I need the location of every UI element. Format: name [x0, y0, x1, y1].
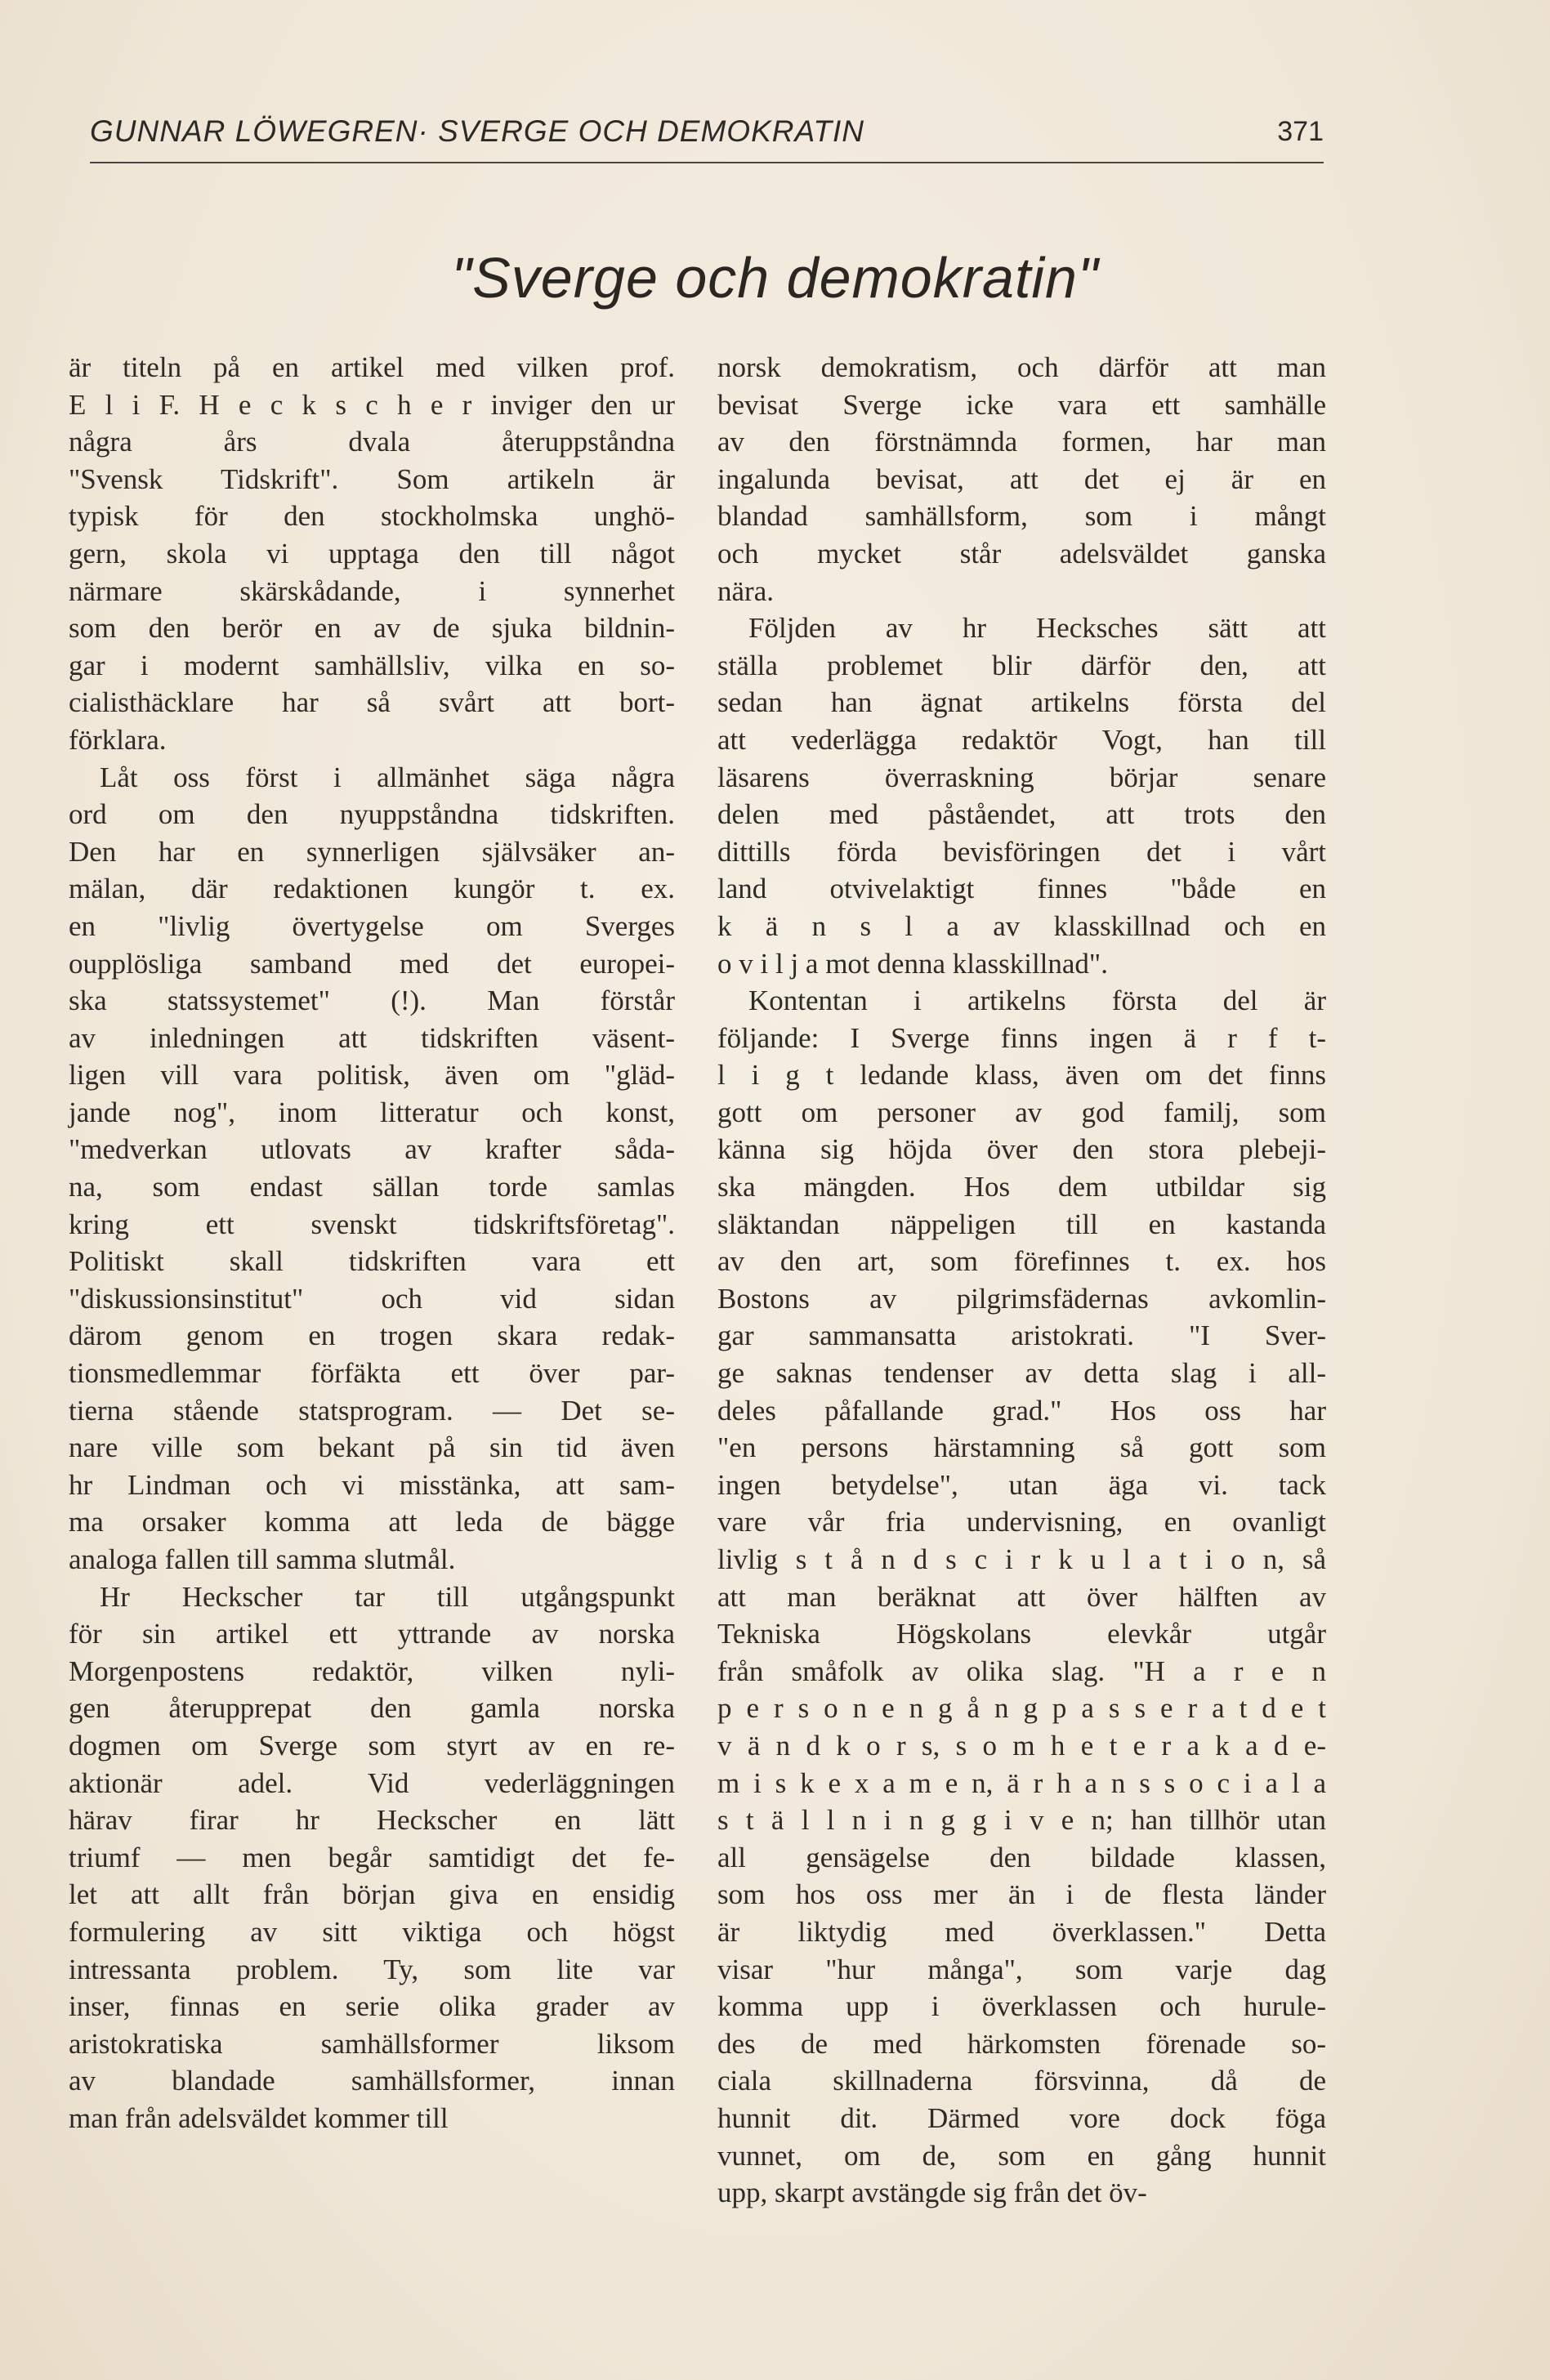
- text-line: känna sig höjda över den stora plebeji-: [717, 1133, 1326, 1166]
- text-line: formulering av sitt viktiga och högst: [69, 1915, 675, 1948]
- left-column: [69, 349, 675, 2137]
- text-line: följande: I Sverge finns ingen ä r f t-: [717, 1021, 1326, 1054]
- text-line: oupplösliga samband med det europei-: [69, 947, 675, 980]
- text-line: des de med härkomsten förenade so-: [717, 2027, 1326, 2060]
- text-line: härav firar hr Heckscher en lätt: [69, 1804, 675, 1837]
- text-line: Politiskt skall tidskriften vara ett: [69, 1245, 675, 1278]
- text-line: är titeln på en artikel med vilken prof.: [69, 351, 675, 383]
- text-line: upp, skarpt avstängde sig från det öv-: [717, 2177, 1147, 2209]
- text-line: ställa problemet blir därför den, att: [717, 649, 1326, 681]
- text-line: analoga fallen till samma slutmål.: [69, 1543, 456, 1575]
- right-column: [717, 349, 1326, 2212]
- text-line: hunnit dit. Därmed vore dock föga: [717, 2101, 1326, 2134]
- text-line: v ä n d k o r s, s o m h e t e r a k a d e-: [717, 1729, 1326, 1762]
- text-line: som hos oss mer än i de flesta länder: [717, 1878, 1326, 1911]
- text-line: är liktydig med överklassen." Detta: [717, 1915, 1326, 1948]
- text-line: av blandade samhällsformer, innan: [69, 2065, 675, 2097]
- text-line: som den berör en av de sjuka bildnin-: [69, 612, 675, 645]
- text-line: inser, finnas en serie olika grader av: [69, 1990, 675, 2023]
- text-line: Tekniska Högskolans elevkår utgår: [717, 1618, 1326, 1650]
- text-line: gar i modernt samhällsliv, vilka en so-: [69, 649, 675, 681]
- text-line: man från adelsväldet kommer till: [69, 2101, 449, 2134]
- text-line: let att allt från början giva en ensidig: [69, 1878, 675, 1911]
- text-line: Morgenpostens redaktör, vilken nyli-: [69, 1654, 675, 1687]
- text-line: gern, skola vi upptaga den till något: [69, 537, 675, 569]
- text-line: tionsmedlemmar förfäkta ett över par-: [69, 1357, 675, 1390]
- text-line: dogmen om Sverge som styrt av en re-: [69, 1729, 675, 1762]
- text-line: släktandan näppeligen till en kastanda: [717, 1208, 1326, 1240]
- text-line: sedan han ägnat artikelns första del: [717, 686, 1326, 719]
- text-line: Låt oss först i allmänhet säga några: [100, 761, 675, 793]
- text-line: o v i l j a mot denna klasskillnad".: [717, 947, 1108, 980]
- text-line: mälan, där redaktionen kungör t. ex.: [69, 873, 675, 905]
- text-line: av den förstnämnda formen, har man: [717, 426, 1326, 458]
- text-line: l i g t ledande klass, även om det finns: [717, 1059, 1326, 1092]
- text-line: ge saknas tendenser av detta slag i all-: [717, 1357, 1326, 1390]
- text-line: ciala skillnaderna försvinna, då de: [717, 2065, 1326, 2097]
- text-line: vunnet, om de, som en gång hunnit: [717, 2139, 1326, 2172]
- text-line: gott om personer av god familj, som: [717, 1096, 1326, 1128]
- running-title: GUNNAR LÖWEGREN· SVERGE OCH DEMOKRATIN: [90, 114, 865, 148]
- text-line: ligen vill vara politisk, även om "gläd-: [69, 1059, 675, 1092]
- text-line: land otvivelaktigt finnes "både en: [717, 873, 1326, 905]
- text-line: "Svensk Tidskrift". Som artikeln är: [69, 462, 675, 495]
- text-line: "diskussionsinstitut" och vid sidan: [69, 1282, 675, 1315]
- text-line: nare ville som bekant på sin tid även: [69, 1431, 675, 1464]
- running-head: [90, 114, 1324, 163]
- text-line: läsarens överraskning börjar senare: [717, 761, 1326, 793]
- text-line: aktionär adel. Vid vederläggningen: [69, 1766, 675, 1799]
- text-line: ingen betydelse", utan äga vi. tack: [717, 1468, 1326, 1501]
- text-line: aristokratiska samhällsformer liksom: [69, 2027, 675, 2060]
- text-line: några års dvala återuppståndna: [69, 426, 675, 458]
- text-line: livlig s t å n d s c i r k u l a t i o n, så: [717, 1543, 1326, 1575]
- header-rule: [90, 162, 1324, 163]
- text-line: all gensägelse den bildade klassen,: [717, 1841, 1326, 1873]
- text-line: ska statssystemet" (!). Man förstår: [69, 985, 675, 1017]
- text-line: att vederlägga redaktör Vogt, han till: [717, 723, 1326, 756]
- text-line: "en persons härstamning så gott som: [717, 1431, 1326, 1464]
- text-line: Följden av hr Hecksches sätt att: [748, 612, 1326, 645]
- text-line: "medverkan utlovats av krafter såda-: [69, 1133, 675, 1166]
- text-line: delen med påståendet, att trots den: [717, 798, 1326, 831]
- text-line: en "livlig övertygelse om Sverges: [69, 909, 675, 942]
- text-line: Hr Heckscher tar till utgångspunkt: [100, 1580, 675, 1613]
- text-line: av inledningen att tidskriften väsent-: [69, 1021, 675, 1054]
- text-line: dittills förda bevisföringen det i vårt: [717, 835, 1326, 868]
- text-line: ska mängden. Hos dem utbildar sig: [717, 1171, 1326, 1203]
- text-line: deles påfallande grad." Hos oss har: [717, 1394, 1326, 1427]
- text-line: triumf — men begår samtidigt det fe-: [69, 1841, 675, 1873]
- article-title: "Sverge och demokratin": [451, 246, 1099, 310]
- text-line: gen återupprepat den gamla norska: [69, 1692, 675, 1725]
- text-line: intressanta problem. Ty, som lite var: [69, 1953, 675, 1985]
- text-line: kring ett svenskt tidskriftsföretag".: [69, 1208, 675, 1240]
- text-line: blandad samhällsform, som i mångt: [717, 500, 1326, 533]
- text-line: ingalunda bevisat, att det ej är en: [717, 462, 1326, 495]
- text-line: av den art, som förefinnes t. ex. hos: [717, 1245, 1326, 1278]
- text-line: vare vår fria undervisning, en ovanligt: [717, 1506, 1326, 1538]
- text-line: komma upp i överklassen och hurule-: [717, 1990, 1326, 2023]
- text-line: m i s k e x a m e n, ä r h a n s s o c i a l a: [717, 1766, 1326, 1799]
- text-line: ord om den nyuppståndna tidskriften.: [69, 798, 675, 831]
- text-line: nära.: [717, 574, 774, 607]
- text-line: tierna stående statsprogram. — Det se-: [69, 1394, 675, 1427]
- text-line: bevisat Sverge icke vara ett samhälle: [717, 388, 1326, 421]
- text-line: ma orsaker komma att leda de bägge: [69, 1506, 675, 1538]
- text-line: na, som endast sällan torde samlas: [69, 1171, 675, 1203]
- text-line: cialisthäcklare har så svårt att bort-: [69, 686, 675, 719]
- text-line: p e r s o n e n g å n g p a s s e r a t d e t: [717, 1692, 1326, 1725]
- text-line: visar "hur många", som varje dag: [717, 1953, 1326, 1985]
- text-line: för sin artikel ett yttrande av norska: [69, 1618, 675, 1650]
- text-line: därom genom en trogen skara redak-: [69, 1319, 675, 1352]
- text-line: E l i F. H e c k s c h e r inviger den ur: [69, 388, 675, 421]
- text-line: förklara.: [69, 723, 167, 756]
- text-line: Kontentan i artikelns första del är: [748, 985, 1326, 1017]
- text-line: norsk demokratism, och därför att man: [717, 351, 1326, 383]
- text-line: att man beräknat att över hälften av: [717, 1580, 1326, 1613]
- text-line: k ä n s l a av klasskillnad och en: [717, 909, 1326, 942]
- text-line: närmare skärskådande, i synnerhet: [69, 574, 675, 607]
- page-number: 371: [1277, 116, 1324, 147]
- text-line: typisk för den stockholmska unghö-: [69, 500, 675, 533]
- text-line: Den har en synnerligen självsäker an-: [69, 835, 675, 868]
- text-line: gar sammansatta aristokrati. "I Sver-: [717, 1319, 1326, 1352]
- text-line: och mycket står adelsväldet ganska: [717, 537, 1326, 569]
- text-line: Bostons av pilgrimsfädernas avkomlin-: [717, 1282, 1326, 1315]
- text-line: jande nog", inom litteratur och konst,: [69, 1096, 675, 1128]
- text-line: hr Lindman och vi misstänka, att sam-: [69, 1468, 675, 1501]
- text-line: från småfolk av olika slag. "H a r e n: [717, 1654, 1326, 1687]
- text-line: s t ä l l n i n g g i v e n; han tillhör utan: [717, 1804, 1326, 1837]
